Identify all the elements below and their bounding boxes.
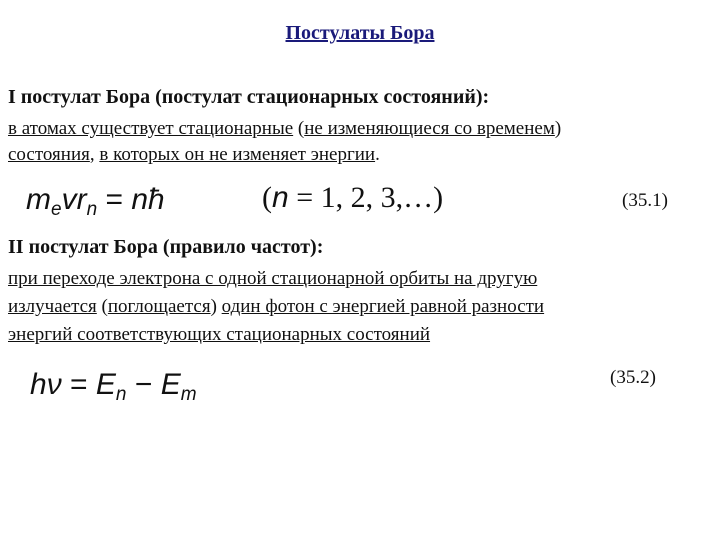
formula-35-1-condition bbox=[262, 181, 443, 215]
postulate-2-text: поглощается bbox=[107, 296, 211, 317]
punct: ) bbox=[210, 296, 222, 317]
postulate-1-line-2 bbox=[8, 144, 380, 166]
formula-subscript: n bbox=[115, 384, 127, 405]
equation-number-35-1: (35.1) bbox=[622, 190, 668, 211]
punct: ( bbox=[293, 118, 305, 139]
formula-symbol: ν bbox=[46, 368, 62, 401]
paren: ( bbox=[262, 181, 272, 214]
formula-subscript: m bbox=[180, 384, 197, 405]
formula-35-2 bbox=[30, 368, 197, 406]
formula-symbol: m bbox=[26, 183, 51, 216]
formula-symbol: E bbox=[95, 368, 116, 401]
postulate-1-text: не изменяющиеся со временем bbox=[304, 118, 555, 139]
postulate-1-text: состояния bbox=[8, 144, 90, 165]
formula-subscript: n bbox=[86, 199, 98, 220]
formula-minus: − bbox=[126, 368, 161, 401]
formula-symbol: h bbox=[30, 368, 47, 401]
formula-subscript: e bbox=[51, 199, 62, 220]
postulate-1-text: в которых он не изменяет энергии bbox=[99, 144, 376, 165]
formula-equals: = bbox=[97, 183, 132, 216]
formula-symbol: E bbox=[160, 368, 181, 401]
formula-symbol: vr bbox=[61, 183, 87, 216]
punct: , bbox=[89, 144, 100, 165]
formula-symbol: n bbox=[131, 183, 149, 216]
punct: ) bbox=[554, 118, 562, 139]
postulate-1-text: в атомах существует стационарные bbox=[8, 118, 294, 139]
formula-symbol: n bbox=[272, 181, 289, 214]
condition-values: = 1, 2, 3,…) bbox=[288, 181, 444, 214]
formula-symbol: ħ bbox=[148, 183, 165, 216]
postulate-2-text: один фотон с энергией равной разности bbox=[221, 296, 545, 317]
equation-number-35-2: (35.2) bbox=[610, 367, 656, 388]
postulate-2-line-2 bbox=[8, 296, 544, 318]
postulate-2-text: излучается bbox=[8, 296, 97, 317]
page-title: Постулаты Бора bbox=[285, 22, 435, 44]
postulate-1-heading: I постулат Бора (постулат стационарных состояний): bbox=[8, 86, 490, 108]
postulate-2-line-1: при переходе электрона с одной стационарной орбиты на другую bbox=[8, 268, 538, 289]
postulate-2-line-3: энергий соответствующих стационарных состояний bbox=[8, 324, 431, 345]
punct: ( bbox=[96, 296, 108, 317]
postulate-2-heading: II постулат Бора (правило частот): bbox=[8, 236, 324, 258]
formula-35-1 bbox=[26, 183, 165, 221]
punct: . bbox=[375, 144, 380, 165]
formula-equals: = bbox=[61, 368, 96, 401]
postulate-1-line-1 bbox=[8, 118, 561, 140]
